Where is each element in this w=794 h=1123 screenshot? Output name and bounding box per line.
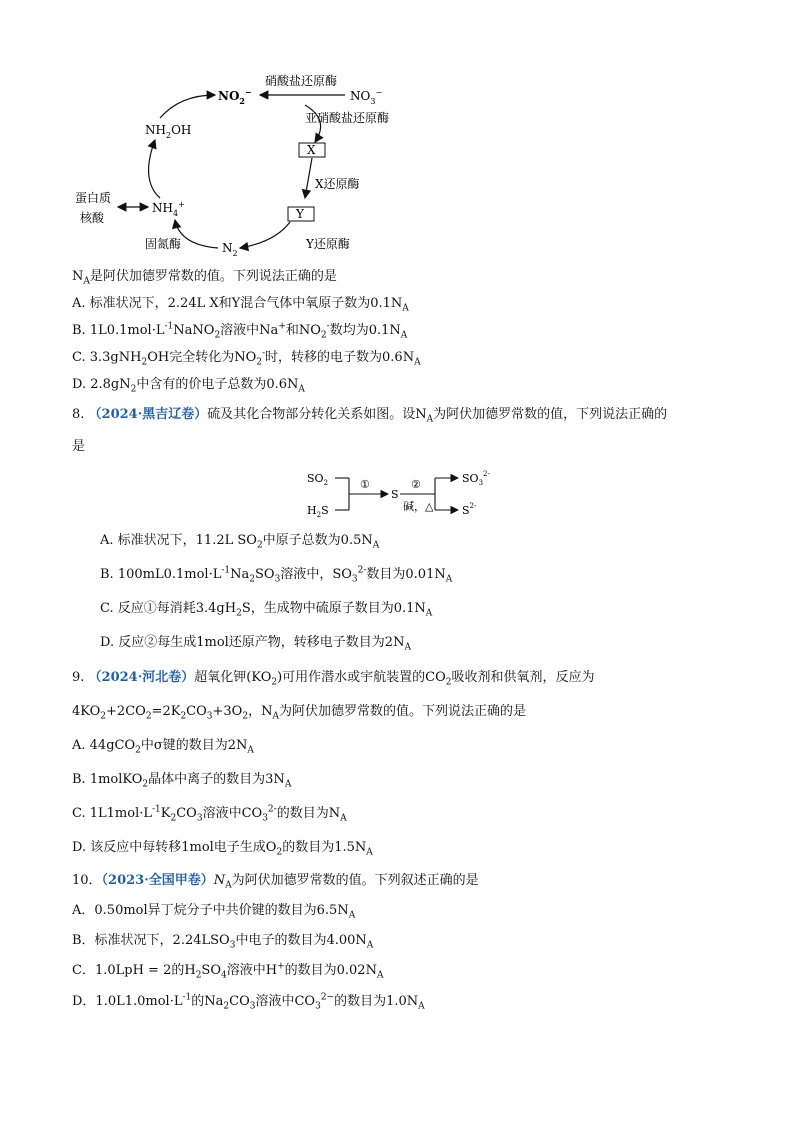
q8-option-b: B. $100mL0.1mol\cdot L^{-1}Na_2SO_3$溶液中，$SO_3^{2-}$数目为$0.01N_A$ [100, 565, 453, 585]
s2minus-label: $S^{2-}$ [462, 502, 477, 517]
q10-option-a: A．0.50mol异丁烷分子中共价键的数目为$6.5N_A$ [72, 903, 356, 921]
no2-label: $NO_2^-$ [218, 87, 252, 106]
nitrate-reductase-label: 硝酸盐还原酶 [265, 74, 338, 88]
q9-equation-line: $4KO_2+2CO_2=2K_2CO_3+3O_2$，$N_A$为阿伏加德罗常数的值。下列说法正确的是 [72, 704, 526, 722]
condition-label: 碱，△ [403, 500, 434, 513]
step2-label: ② [411, 478, 421, 491]
nh2oh-label: $NH_2OH$ [145, 123, 192, 140]
protein-label: 蛋白质 [75, 191, 112, 205]
q10-option-c: C．1.0LpH = 2的$H_2SO_4$溶液中H+的数目为$0.02N_A$ [72, 961, 384, 981]
so3-2minus-label: $SO_3^{2-}$ [462, 470, 490, 487]
n2-label: $N_2$ [222, 241, 238, 258]
h2s-label: $H_2S$ [307, 504, 329, 519]
s-label: S [391, 488, 399, 501]
y-reductase-label: Y还原酶 [306, 237, 350, 251]
no3-label: $NO_3^-$ [350, 88, 383, 106]
nitrite-reductase-label: 亚硝酸盐还原酶 [305, 111, 390, 125]
q9-stem-line1: 9. （2024·河北卷）超氧化钾$(KO_2)$可用作潜水或宇航装置的$CO_2$吸收剂和供氧剂，反应为 [72, 670, 595, 688]
q8-option-a: A. 标准状况下，11.2L $SO_2$中原子总数为$0.5N_A$ [100, 533, 380, 551]
q9-option-b: B. 1molKO$_2$晶体中离子的数目为$3N_A$ [72, 772, 292, 790]
q7-option-c: C. 3.3gNH$_2$OH完全转化为$NO_2^-$时，转移的电子数为$0.6N_A$ [72, 348, 421, 368]
q8-stem-line1: 8. （2024·黑吉辽卷）硫及其化合物部分转化关系如图。设$N_A$为阿伏加德罗常数的值，下列说法正确的 [72, 407, 668, 425]
box-x-label: X [307, 143, 316, 157]
nitrogen-cycle-diagram [60, 70, 420, 265]
x-reductase-label: X还原酶 [315, 177, 360, 191]
q7-option-d: D. $2.8gN_2$中含有的价电子总数为$0.6N_A$ [72, 377, 305, 395]
q9-option-c: C. $1L1mol\cdot L^{-1}K_2CO_3$溶液中$CO_3^{2-}$的数目为$N_A$ [72, 804, 347, 824]
step1-label: ① [360, 478, 370, 491]
nitrogenase-label: 固氮酶 [145, 237, 182, 251]
q9-option-a: A. 44gCO$_2$中σ键的数目为$2N_A$ [72, 738, 254, 756]
box-y-label: Y [296, 207, 304, 221]
q7-option-b: B. $1L0.1mol\cdot L^{-1}NaNO_2$溶液中Na+和$NO_2^-$数均为$0.1N_A$ [72, 321, 408, 341]
q10-stem: 10．（2023·全国甲卷）$N_A$为阿伏加德罗常数的值。下列叙述正确的是 [72, 873, 479, 891]
nh4-label: $NH_4^+$ [152, 200, 185, 218]
q10-option-b: B．标准状况下，$2.24LSO_3$中电子的数目为$4.00N_A$ [72, 933, 374, 951]
q8-option-d: D. 反应②每生成1mol还原产物，转移电子数目为$2N_A$ [100, 635, 411, 653]
so2-label: $SO_2$ [307, 472, 329, 487]
q10-option-d: D．$1.0L1.0mol\cdot L^{-1}$的$Na_2CO_3$溶液中$CO_3^{2-}$的数目为$1.0N_A$ [72, 992, 425, 1012]
q8-option-c: C. 反应①每消耗$3.4gH_2S$，生成物中硫原子数目为$0.1N_A$ [100, 601, 433, 619]
q8-stem-line2: 是 [72, 439, 86, 454]
q9-option-d: D. 该反应中每转移1mol电子生成$O_2$的数目为$1.5N_A$ [72, 840, 373, 858]
q7-stem: $N_A$是阿伏加德罗常数的值。下列说法正确的是 [72, 269, 337, 287]
sulfur-conversion-diagram [305, 466, 505, 522]
nucleic-acid-label: 核酸 [80, 211, 105, 225]
q7-option-a: A. 标准状况下，2.24L X和Y混合气体中氧原子数为$0.1N_A$ [72, 296, 409, 314]
